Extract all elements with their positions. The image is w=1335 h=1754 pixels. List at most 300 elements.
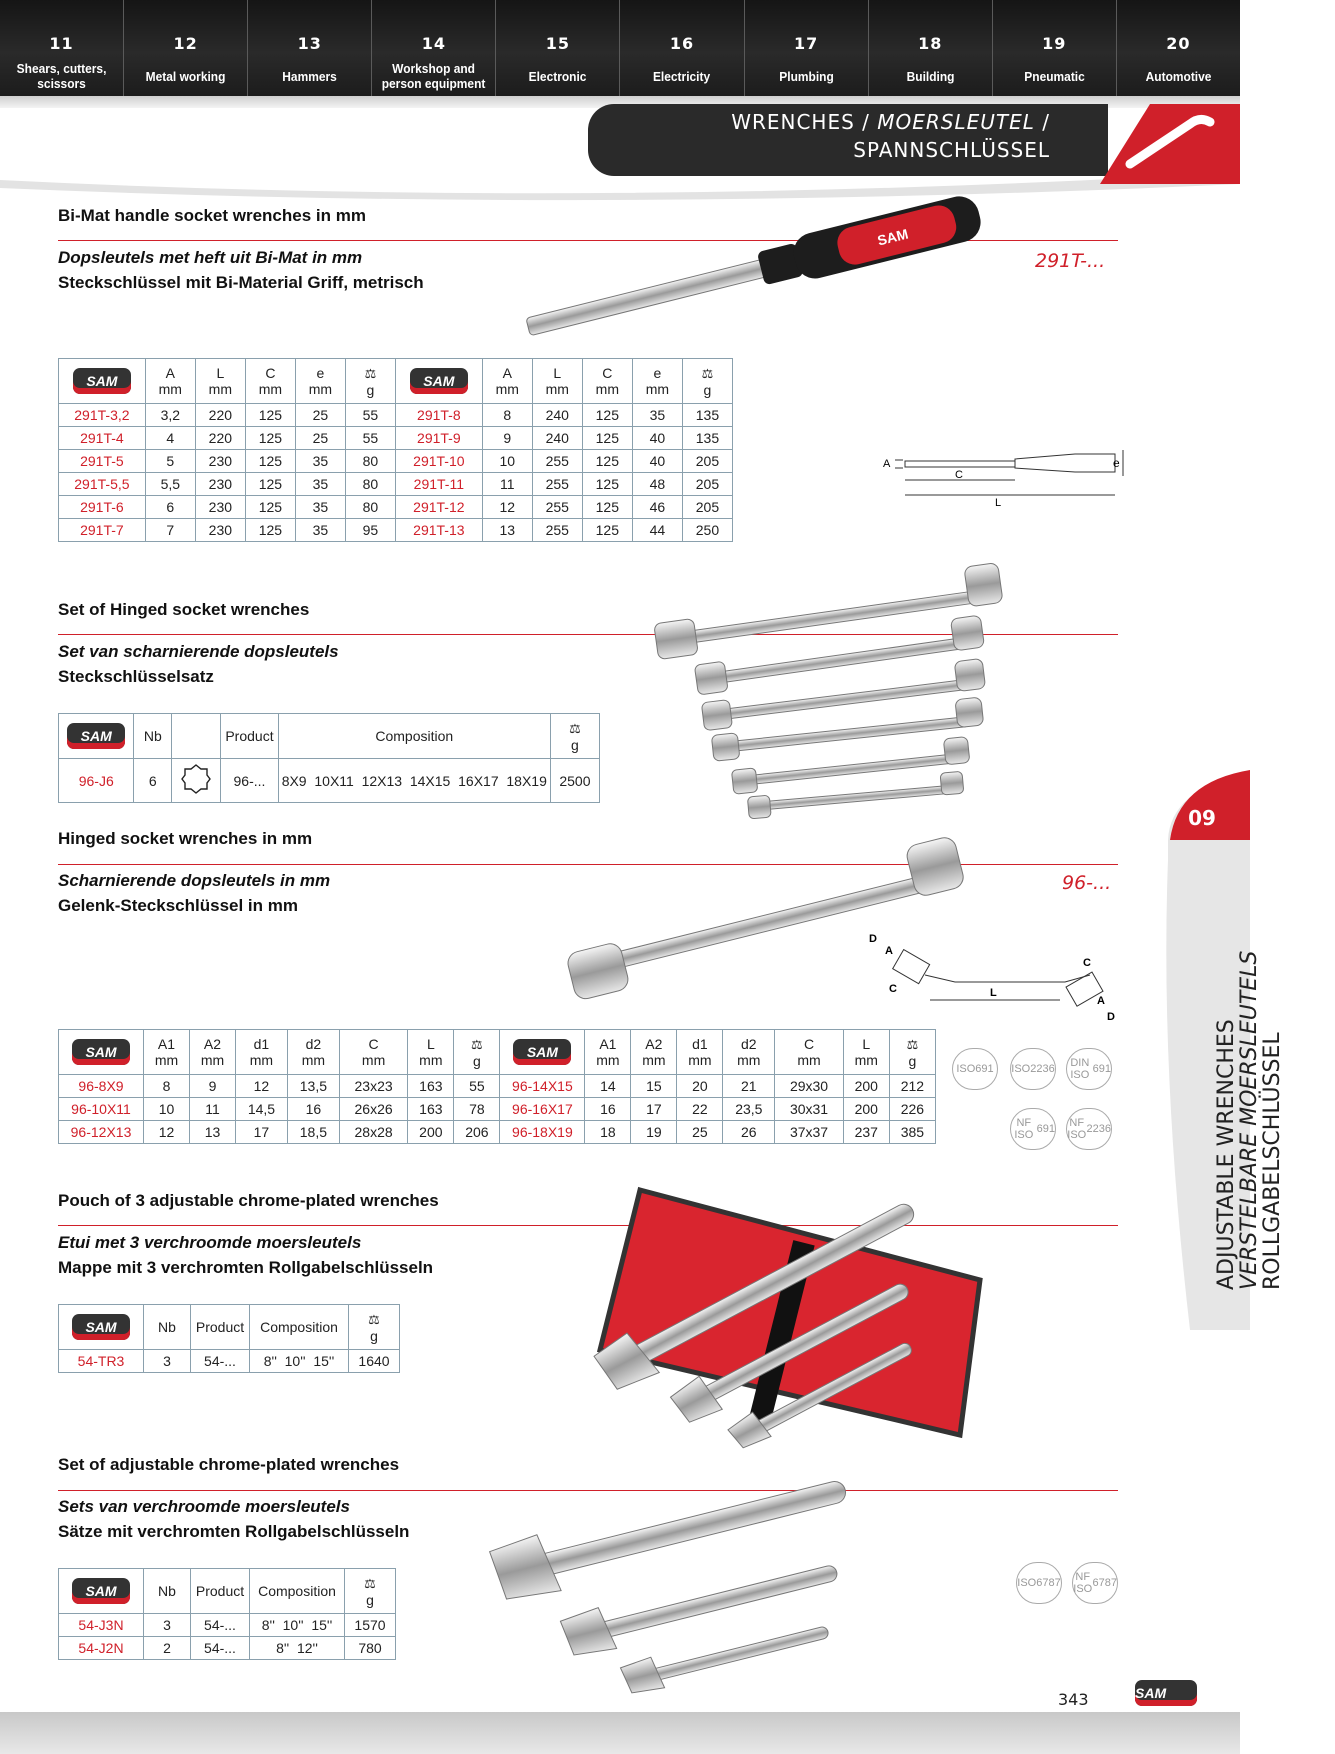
table-cell: 7 [145,519,195,542]
table-cell: 21 [723,1075,775,1098]
table-cell: 26x26 [339,1098,407,1121]
table-cell: 80 [345,496,395,519]
nav-item-18[interactable] [868,0,992,96]
product-code[interactable]: 291T-9 [395,427,482,450]
table-cell: 9 [482,427,532,450]
page-number: 343 [1058,1690,1089,1709]
cell-weight: 780 [345,1637,396,1660]
table-cell: 19 [631,1121,677,1144]
title-sep: / [1034,110,1050,134]
hinged-wrench-diagram [865,930,1125,1030]
diagram-label-c: C [889,983,897,995]
cell-weight: 2500 [550,759,599,803]
product-code[interactable]: 291T-5,5 [59,473,146,496]
table-cell: 78 [454,1098,500,1121]
col-weight: ⚖ g [345,359,395,404]
cell-nb: 2 [144,1637,191,1660]
table-cell: 12 [144,1121,190,1144]
table-cell: 23x23 [339,1075,407,1098]
col-c: C mm [775,1030,843,1075]
cell-nb: 6 [134,759,172,803]
sam-logo: SAM [73,368,131,394]
table-cell: 10 [482,450,532,473]
diagram-label-c: C [1083,957,1091,969]
table-cell: 226 [889,1098,935,1121]
col-product: Product [191,1305,250,1350]
nav-num: 12 [173,34,198,53]
logo-cell [59,359,146,404]
table-cell: 55 [345,427,395,450]
table-cell: 35 [295,519,345,542]
diagram-label-d: D [869,933,877,945]
table-cell: 220 [195,427,245,450]
nav-label: Workshop and person equipment [381,61,486,91]
table-cell: 163 [408,1075,454,1098]
table-cell: 8 [482,404,532,427]
section2-title-de: Steckschlüsselsatz [58,667,214,686]
table-cell: 12 [235,1075,287,1098]
section3-reference: 96-... [1062,872,1112,894]
diagram-label-a: A [883,458,891,470]
category-nav [0,0,1240,96]
cell-nb: 3 [144,1350,191,1373]
weight-icon: ⚖ [368,1311,380,1327]
title-en: WRENCHES / [731,110,870,134]
table-cell: 16 [287,1098,339,1121]
table-cell: 35 [295,450,345,473]
col-l: L mm [843,1030,889,1075]
table-cell: 125 [582,519,632,542]
table-row [59,404,733,427]
weight-icon: ⚖ [569,720,581,736]
table-cell: 17 [235,1121,287,1144]
col-c: C mm [339,1030,407,1075]
table-cell: 230 [195,450,245,473]
table-row [59,427,733,450]
sam-logo: SAM [72,1314,130,1340]
col-l: L mm [195,359,245,404]
cell-weight: 1570 [345,1614,396,1637]
logo-cell [395,359,482,404]
product-code[interactable]: 96-12X13 [59,1121,144,1144]
twelve-point-socket-icon [179,762,213,796]
cell-composition: 8'' 10'' 15'' [250,1614,345,1637]
section1-rows [59,404,733,542]
table-row [59,1075,936,1098]
nav-label: Electricity [653,68,711,84]
section4-title-en: Pouch of 3 adjustable chrome-plated wrenches [58,1191,439,1210]
table-cell: 5,5 [145,473,195,496]
table-cell: 25 [295,404,345,427]
table-cell: 163 [408,1098,454,1121]
iso-badge: DIN ISO 691 [1066,1048,1112,1090]
table-cell: 37x37 [775,1121,843,1144]
weight-icon: ⚖ [906,1036,919,1052]
product-code[interactable]: 291T-5 [59,450,146,473]
table-cell: 44 [632,519,682,542]
table-cell: 200 [408,1121,454,1144]
col-composition: Composition [278,714,550,759]
table-row [59,519,733,542]
section2-title-en: Set of Hinged socket wrenches [58,600,310,619]
adjustable-wrench-set-image [480,1450,880,1680]
table-cell: 125 [245,519,295,542]
wrench-pouch-image [560,1170,1010,1440]
section-title [650,108,1050,164]
table-cell: 55 [454,1075,500,1098]
nav-item-15[interactable] [495,0,619,96]
table-cell: 6 [145,496,195,519]
table-cell: 10 [144,1098,190,1121]
footer-bar [0,1712,1240,1754]
iso-badge: NF ISO 6787 [1072,1562,1118,1604]
nav-label: Automotive [1145,68,1212,84]
table-cell: 95 [345,519,395,542]
nav-num: 17 [793,34,819,53]
section5-table [58,1568,396,1660]
table-cell: 205 [682,450,732,473]
nav-label: Metal working [145,68,226,84]
col-weight: ⚖ g [454,1030,500,1075]
table-cell: 15 [631,1075,677,1098]
table-cell: 4 [145,427,195,450]
table-cell: 48 [632,473,682,496]
hinged-socket-set-image [640,530,1040,820]
weight-icon: ⚖ [364,1575,376,1591]
table-cell: 40 [632,427,682,450]
table-cell: 125 [245,473,295,496]
side-line-nl: VERSTELBARE MOERSLEUTELS [1237,950,1262,1290]
table-cell: 9 [189,1075,235,1098]
table-cell: 12 [482,496,532,519]
product-code[interactable]: 96-14X15 [500,1075,585,1098]
table-cell: 230 [195,473,245,496]
col-weight: ⚖ g [682,359,732,404]
section3-title-de: Gelenk-Steckschlüssel in mm [58,896,298,915]
col-weight: ⚖ g [550,714,599,759]
table-cell: 18 [585,1121,631,1144]
diagram-label-d: D [1107,1011,1115,1023]
section4-table [58,1304,400,1373]
table-cell: 205 [682,473,732,496]
col-nb: Nb [134,714,172,759]
table-cell: 20 [677,1075,723,1098]
col-weight: ⚖ g [345,1569,396,1614]
nav-label: Hammers [282,68,337,84]
section3-title-nl: Scharnierende dopsleutels in mm [58,871,331,890]
cell-product: 54-... [191,1614,250,1637]
table-row [59,496,733,519]
table-cell: 80 [345,450,395,473]
iso-badge: NF ISO 2236 [1066,1108,1112,1150]
section4-title-nl: Etui met 3 verchroomde moersleutels [58,1233,362,1252]
section2-title-nl: Set van scharnierende dopsleutels [58,642,339,661]
footer-logo [1135,1680,1197,1708]
col-shape [172,714,221,759]
col-e: e mm [632,359,682,404]
table-cell: 40 [632,450,682,473]
chapter-side-title [1215,930,1335,1290]
table-cell: 23,5 [723,1098,775,1121]
nav-label: Building [906,68,955,84]
table-cell: 125 [245,496,295,519]
product-code[interactable]: 291T-8 [395,404,482,427]
col-a: A mm [145,359,195,404]
wrench-category-icon [1060,104,1240,184]
product-code[interactable]: 96-J6 [59,759,134,803]
table-cell: 135 [682,427,732,450]
nav-num: 11 [49,34,74,53]
col-product: Product [191,1569,250,1614]
product-code[interactable]: 54-TR3 [59,1350,144,1373]
product-code[interactable]: 96-8X9 [59,1075,144,1098]
table-cell: 240 [532,427,582,450]
chapter-number: 09 [1188,806,1216,830]
cell-nb: 3 [144,1614,191,1637]
table-cell: 35 [295,496,345,519]
table-cell: 230 [195,496,245,519]
table-cell: 250 [682,519,732,542]
sam-logo: SAM [67,723,125,749]
nav-num: 14 [421,34,446,53]
col-a1: A1 mm [585,1030,631,1075]
table-cell: 255 [532,473,582,496]
iso-badge: ISO 6787 [1016,1562,1062,1604]
table-cell: 16 [585,1098,631,1121]
table-cell: 11 [482,473,532,496]
table-cell: 230 [195,519,245,542]
table-cell: 255 [532,450,582,473]
col-a2: A2 mm [189,1030,235,1075]
table-cell: 55 [345,404,395,427]
table-cell: 220 [195,404,245,427]
col-e: e mm [295,359,345,404]
product-code[interactable]: 291T-4 [59,427,146,450]
col-product: Product [221,714,278,759]
table-cell: 212 [889,1075,935,1098]
section5-title-en: Set of adjustable chrome-plated wrenches [58,1455,400,1474]
table-cell: 237 [843,1121,889,1144]
iso-badge: NF ISO 691 [1010,1108,1056,1150]
cell-product: 96-... [221,759,278,803]
table-cell: 13 [189,1121,235,1144]
table-row [59,1098,936,1121]
cell-composition: 8'' 12'' [250,1637,345,1660]
table-cell: 125 [245,450,295,473]
section5-title-de: Sätze mit verchromten Rollgabelschlüsseln [58,1522,410,1541]
sam-logo: SAM [72,1578,130,1604]
col-composition: Composition [250,1569,345,1614]
section1-title-nl: Dopsleutels met heft uit Bi-Mat in mm [58,248,363,267]
product-code[interactable]: 54-J3N [59,1614,144,1637]
table-cell: 5 [145,450,195,473]
product-code[interactable]: 291T-7 [59,519,146,542]
product-code[interactable]: 96-18X19 [500,1121,585,1144]
table-cell: 28x28 [339,1121,407,1144]
table-cell: 46 [632,496,682,519]
diagram-label-a: A [1097,995,1105,1007]
table-row [59,473,733,496]
nav-item-20[interactable] [1116,0,1240,96]
table-cell: 18,5 [287,1121,339,1144]
nav-item-17[interactable] [744,0,868,96]
table-cell: 200 [843,1098,889,1121]
table-cell: 125 [582,473,632,496]
logo-cell [59,714,134,759]
col-d1: d1 mm [677,1030,723,1075]
section3-table [58,1029,936,1144]
nav-item-13[interactable] [247,0,371,96]
table-cell: 11 [189,1098,235,1121]
nav-item-11[interactable] [0,0,123,96]
col-l: L mm [408,1030,454,1075]
section1-table [58,358,733,542]
table-cell: 125 [582,496,632,519]
table-cell: 385 [889,1121,935,1144]
table-cell: 80 [345,473,395,496]
product-code[interactable]: 291T-10 [395,450,482,473]
table-row [59,450,733,473]
weight-icon: ⚖ [701,365,714,381]
nav-item-19[interactable] [992,0,1116,96]
nav-item-16[interactable] [619,0,743,96]
table-cell: 25 [677,1121,723,1144]
table-cell: 125 [245,427,295,450]
col-c: C mm [245,359,295,404]
nav-label: Pneumatic [1024,68,1085,84]
sam-logo: SAM [513,1039,571,1065]
iso-badge: ISO 691 [952,1048,998,1090]
iso-badge: ISO 2236 [1010,1048,1056,1090]
table-cell: 13,5 [287,1075,339,1098]
table-cell: 206 [454,1121,500,1144]
col-d2: d2 mm [723,1030,775,1075]
col-weight: ⚖ g [349,1305,400,1350]
col-d1: d1 mm [235,1030,287,1075]
sam-logo: SAM [410,368,468,394]
section2-table [58,713,600,803]
section5-title-nl: Sets van verchroomde moersleutels [58,1497,350,1516]
col-l: L mm [532,359,582,404]
section4-title-de: Mappe mit 3 verchromten Rollgabelschlüsseln [58,1258,434,1277]
product-code[interactable]: 96-16X17 [500,1098,585,1121]
weight-icon: ⚖ [471,1036,483,1052]
nav-num: 19 [1042,34,1067,53]
table-cell: 13 [482,519,532,542]
table-cell: 200 [843,1075,889,1098]
table-cell: 17 [631,1098,677,1121]
table-cell: 240 [532,404,582,427]
table-cell: 255 [532,519,582,542]
logo-cell [59,1569,144,1614]
product-code[interactable]: 291T-11 [395,473,482,496]
nav-item-14[interactable] [371,0,495,96]
section3-rows [59,1075,936,1144]
table-cell: 29x30 [775,1075,843,1098]
title-de: SPANNSCHLÜSSEL [853,138,1050,162]
col-a2: A2 mm [631,1030,677,1075]
title-nl: MOERSLEUTEL [877,110,1035,134]
sam-logo: SAM [72,1039,130,1065]
handle-logo: SAM [875,225,910,249]
table-cell: 125 [582,427,632,450]
logo-cell [59,1030,144,1075]
table-cell: 35 [632,404,682,427]
section1-title-de: Steckschlüssel mit Bi-Material Griff, metrisch [58,273,424,292]
logo-cell [59,1305,144,1350]
cell-weight: 1640 [349,1350,400,1373]
section1-title-en: Bi-Mat handle socket wrenches in mm [58,206,366,225]
col-a1: A1 mm [144,1030,190,1075]
col-a: A mm [482,359,532,404]
nav-label: Plumbing [778,68,834,84]
nav-num: 15 [545,34,571,53]
cell-composition: 8X9 10X11 12X13 14X15 16X17 18X19 [278,759,550,803]
cell-product: 54-... [191,1350,250,1373]
table-cell: 14 [585,1075,631,1098]
table-cell: 25 [295,427,345,450]
col-nb: Nb [144,1305,191,1350]
diagram-label-l: L [995,497,1002,509]
table-cell: 35 [295,473,345,496]
diagram-label-a: A [885,945,893,957]
product-code[interactable]: 291T-12 [395,496,482,519]
col-nb: Nb [144,1569,191,1614]
diagram-label-c: C [955,469,963,481]
table-cell: 255 [532,496,582,519]
side-line-en: ADJUSTABLE WRENCHES [1214,1019,1239,1290]
table-cell: 125 [245,404,295,427]
col-weight: ⚖ g [889,1030,935,1075]
cell-product: 54-... [191,1637,250,1660]
col-composition: Composition [250,1305,349,1350]
nav-num: 16 [669,34,695,53]
col-c: C mm [582,359,632,404]
sam-logo: SAM [1135,1680,1197,1706]
product-code[interactable]: 96-10X11 [59,1098,144,1121]
col-d2: d2 mm [287,1030,339,1075]
table-cell: 125 [582,450,632,473]
section3-title-en: Hinged socket wrenches in mm [58,829,313,848]
product-code[interactable]: 291T-6 [59,496,146,519]
table-row [59,1121,936,1144]
product-code[interactable]: 291T-3,2 [59,404,146,427]
diagram-label-l: L [990,987,997,999]
product-code[interactable]: 291T-13 [395,519,482,542]
nav-item-12[interactable] [123,0,247,96]
table-cell: 125 [582,404,632,427]
nav-label: Shears, cutters, scissors [16,61,107,91]
table-cell: 8 [144,1075,190,1098]
section1-reference: 291T-... [1035,250,1106,272]
product-code[interactable]: 54-J2N [59,1637,144,1660]
table-cell: 205 [682,496,732,519]
logo-cell [500,1030,585,1075]
cell-shape [172,759,221,803]
table-cell: 3,2 [145,404,195,427]
socket-wrench-diagram [855,440,1125,510]
nav-num: 18 [918,34,943,53]
socket-wrench-image [510,200,1010,330]
nav-num: 20 [1166,34,1191,53]
table-cell: 135 [682,404,732,427]
table-cell: 22 [677,1098,723,1121]
table-cell: 30x31 [775,1098,843,1121]
table-cell: 26 [723,1121,775,1144]
table-cell: 14,5 [235,1098,287,1121]
nav-label: Electronic [528,68,587,84]
diagram-label-e: e [1113,456,1120,470]
